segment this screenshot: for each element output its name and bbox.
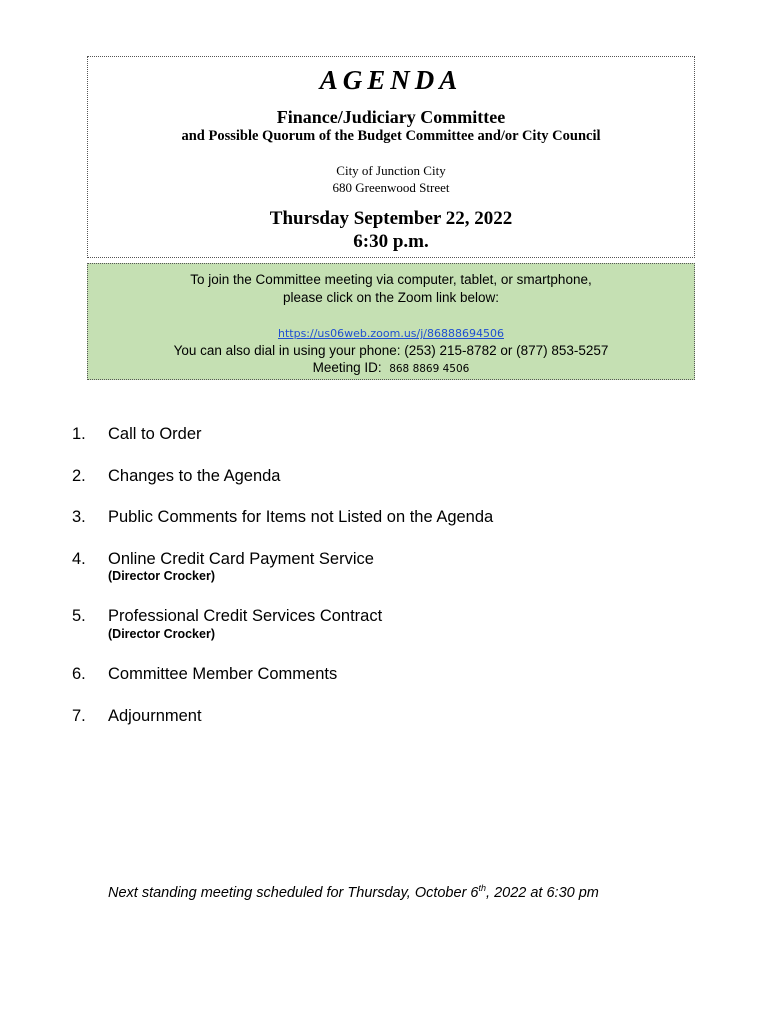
ordinal-suffix: th [478, 883, 487, 894]
agenda-item-number: 7. [72, 707, 86, 725]
zoom-info-box [87, 263, 695, 380]
zoom-link-row [88, 324, 694, 342]
agenda-item-text: Adjournment [108, 707, 202, 725]
agenda-item-text: Professional Credit Services Contract [108, 607, 383, 625]
agenda-item-text: Changes to the Agenda [108, 467, 281, 485]
agenda-item-presenter: (Director Crocker) [108, 627, 215, 641]
next-meeting-time: , 2022 at 6:30 pm [486, 885, 599, 901]
agenda-item-text: Online Credit Card Payment Service [108, 550, 374, 568]
meeting-time: 6:30 p.m. [353, 231, 429, 252]
agenda-item-number: 1. [72, 425, 86, 443]
agenda-item-text: Public Comments for Items not Listed on the Agenda [108, 508, 494, 526]
meeting-id-row [88, 359, 694, 378]
agenda-title: AGENDA [319, 65, 463, 95]
meeting-address: 680 Greenwood Street [332, 180, 450, 195]
agenda-item-text: Call to Order [108, 425, 202, 443]
agenda-item-number: 4. [72, 550, 86, 568]
zoom-intro-line-2: please click on the Zoom link below: [282, 290, 500, 305]
meeting-date: Thursday September 22, 2022 [269, 208, 513, 229]
next-meeting-text: Next standing meeting scheduled for Thursday, October 6 [108, 885, 479, 901]
agenda-item-number: 5. [72, 607, 86, 625]
zoom-intro-line-1: To join the Committee meeting via computer, tablet, or smartphone, [190, 272, 592, 287]
phone-dial-line: You can also dial in using your phone: (253) 215-8782 or (877) 853-5257 [173, 343, 609, 358]
quorum-line: and Possible Quorum of the Budget Committee and/or City Council [181, 128, 601, 144]
agenda-item-number: 3. [72, 508, 86, 526]
agenda-item-text: Committee Member Comments [108, 665, 338, 683]
city-name: City of Junction City [336, 163, 446, 178]
agenda-item-number: 2. [72, 467, 86, 485]
agenda-item-presenter: (Director Crocker) [108, 569, 215, 583]
next-meeting-note [108, 884, 599, 902]
meeting-id-label: Meeting ID: [312, 360, 382, 375]
agenda-header-box [87, 56, 695, 258]
committee-name: Finance/Judiciary Committee [276, 107, 506, 127]
agenda-item-number: 6. [72, 665, 86, 683]
meeting-id-value: 868 8869 4506 [389, 363, 470, 375]
zoom-link[interactable]: https://us06web.zoom.us/j/86888694506 [278, 327, 504, 340]
